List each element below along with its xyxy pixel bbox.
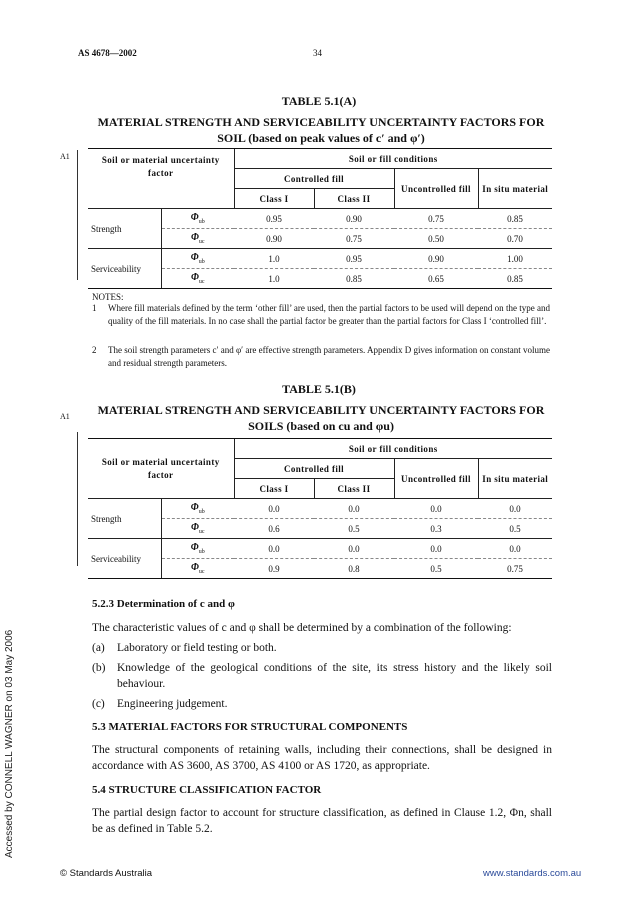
table-a-cell: 1.0	[234, 249, 314, 269]
note-number: 2	[92, 345, 97, 355]
table-b-cell: 0.0	[234, 539, 314, 559]
section-53-heading: 5.3 MATERIAL FACTORS FOR STRUCTURAL COMPONENTS	[92, 721, 408, 733]
note-1	[92, 302, 550, 328]
table-b-caption-line2: SOILS (based on cu and φu)	[248, 419, 394, 433]
table-b-header-factor: Soil or material uncertainty factor	[88, 439, 234, 499]
list-item-text: Laboratory or field testing or both.	[117, 642, 277, 654]
table-b-cell: 0.8	[314, 559, 394, 579]
table-b-group-strength: Strength	[88, 499, 161, 539]
table-a-symbol: $\Phi_{uc}$	[161, 229, 234, 249]
list-item-text: Knowledge of the geological conditions of the site, its stress history and the likely soil behaviour.	[117, 662, 552, 690]
table-b-cell: 0.0	[478, 499, 552, 519]
table-a-cell: 0.75	[314, 229, 394, 249]
amendment-marker-b: A1	[60, 412, 70, 421]
list-item	[92, 640, 552, 656]
section-54-text: The partial design factor to account for structure classification, as defined in Clause 1.2, Φn, shall be as defined in Table 5.2.	[92, 807, 552, 835]
table-b-header-class1: Class I	[234, 479, 314, 499]
table-b-caption	[88, 402, 554, 434]
list-item-label: (a)	[92, 642, 105, 654]
table-a-cell: 0.70	[478, 229, 552, 249]
table-b-cell: 0.0	[314, 539, 394, 559]
table-a-cell: 0.95	[314, 249, 394, 269]
table-a-cell: 1.00	[478, 249, 552, 269]
table-b-symbol: $\Phi_{ub}$	[161, 499, 234, 519]
table-row	[88, 539, 552, 559]
table-b	[88, 438, 552, 579]
table-b-cell: 0.3	[394, 519, 478, 539]
table-row	[88, 249, 552, 269]
list-item-label: (b)	[92, 662, 106, 674]
table-a-symbol: $\Phi_{ub}$	[161, 249, 234, 269]
table-b-cell: 0.5	[478, 519, 552, 539]
list-item	[92, 696, 552, 712]
table-b-symbol: $\Phi_{ub}$	[161, 539, 234, 559]
table-b-cell: 0.0	[234, 499, 314, 519]
table-b-title: TABLE 5.1(B)	[282, 382, 356, 396]
section-53-text: The structural components of retaining walls, including their connections, shall be designed in accordance with AS 3600, AS 3700, AS 4100 or AS 1720, as appropriate.	[92, 744, 552, 772]
table-b-cell: 0.0	[314, 499, 394, 519]
table-b-header-class2: Class II	[314, 479, 394, 499]
table-a-group-serviceability: Serviceability	[88, 249, 161, 289]
note-text: Where fill materials defined by the term ‘other fill’ are used, then the partial factors to be used will depend on the type and quality of the fill materials. In no case shall the partial factor be greater than the partial factors for Class I ‘controlled fill’.	[108, 303, 550, 326]
section-523-heading: 5.2.3 Determination of c and φ	[92, 598, 235, 610]
table-b-cell: 0.5	[394, 559, 478, 579]
notes-heading: NOTES:	[92, 292, 124, 302]
table-b-header-conditions: Soil or fill conditions	[234, 439, 552, 459]
section-523-intro: The characteristic values of c and φ shall be determined by a combination of the following:	[92, 622, 512, 634]
table-b-group-serviceability: Serviceability	[88, 539, 161, 579]
table-b-caption-line1: MATERIAL STRENGTH AND SERVICEABILITY UNCERTAINTY FACTORS FOR	[97, 403, 545, 417]
table-a	[88, 148, 552, 289]
table-b-cell: 0.0	[478, 539, 552, 559]
table-b-header-controlled: Controlled fill	[234, 459, 394, 479]
footer-copyright: © Standards Australia	[60, 868, 153, 879]
table-b-cell: 0.0	[394, 539, 478, 559]
list-item-text: Engineering judgement.	[117, 698, 228, 710]
table-b-header-insitu: In situ material	[478, 459, 552, 499]
table-row	[88, 209, 552, 229]
table-a-group-strength: Strength	[88, 209, 161, 249]
note-2	[92, 344, 550, 370]
table-a-cell: 0.65	[394, 269, 478, 289]
table-b-cell: 0.75	[478, 559, 552, 579]
table-a-cell: 0.85	[478, 269, 552, 289]
table-b-cell: 0.0	[394, 499, 478, 519]
table-a-cell: 0.90	[234, 229, 314, 249]
page-number: 34	[313, 48, 322, 58]
amendment-bar-b	[77, 432, 78, 566]
table-a-cell: 0.90	[394, 249, 478, 269]
table-a-header-insitu: In situ material	[478, 169, 552, 209]
table-a-caption-line1: MATERIAL STRENGTH AND SERVICEABILITY UNCERTAINTY FACTORS FOR	[97, 115, 545, 129]
table-row	[88, 499, 552, 519]
table-a-caption-line2: SOIL (based on peak values of c′ and φ′)	[217, 131, 425, 145]
table-b-header-uncontrolled: Uncontrolled fill	[394, 459, 478, 499]
note-number: 1	[92, 303, 97, 313]
table-a-header-class2: Class II	[314, 189, 394, 209]
table-a-header-conditions: Soil or fill conditions	[234, 149, 552, 169]
access-stamp: Accessed by CONNELL WAGNER on 03 May 2006	[4, 629, 15, 858]
table-a-cell: 0.95	[234, 209, 314, 229]
table-a-cell: 0.85	[478, 209, 552, 229]
table-a-symbol: $\Phi_{uc}$	[161, 269, 234, 289]
table-a-header-class1: Class I	[234, 189, 314, 209]
table-b-symbol: $\Phi_{uc}$	[161, 559, 234, 579]
table-a-cell: 0.50	[394, 229, 478, 249]
section-54-heading: 5.4 STRUCTURE CLASSIFICATION FACTOR	[92, 784, 322, 796]
amendment-marker-a: A1	[60, 152, 70, 161]
footer-website-link[interactable]: www.standards.com.au	[483, 868, 582, 879]
table-a-title: TABLE 5.1(A)	[281, 94, 357, 108]
table-a-cell: 0.85	[314, 269, 394, 289]
table-a-caption	[88, 114, 554, 146]
table-a-cell: 1.0	[234, 269, 314, 289]
amendment-bar-a	[77, 150, 78, 280]
table-b-cell: 0.9	[234, 559, 314, 579]
table-b-cell: 0.6	[234, 519, 314, 539]
table-b-symbol: $\Phi_{uc}$	[161, 519, 234, 539]
table-a-cell: 0.75	[394, 209, 478, 229]
table-a-symbol: $\Phi_{ub}$	[161, 209, 234, 229]
table-b-cell: 0.5	[314, 519, 394, 539]
list-item-label: (c)	[92, 698, 105, 710]
table-a-header-controlled: Controlled fill	[234, 169, 394, 189]
table-a-header-factor: Soil or material uncertainty factor	[88, 149, 234, 209]
document-code: AS 4678—2002	[78, 48, 137, 58]
table-a-header-uncontrolled: Uncontrolled fill	[394, 169, 478, 209]
note-text: The soil strength parameters c′ and φ′ are effective strength parameters. Appendix D gives information on constant volume and residual strength parameters.	[108, 345, 550, 368]
table-a-cell: 0.90	[314, 209, 394, 229]
list-item	[92, 660, 552, 692]
